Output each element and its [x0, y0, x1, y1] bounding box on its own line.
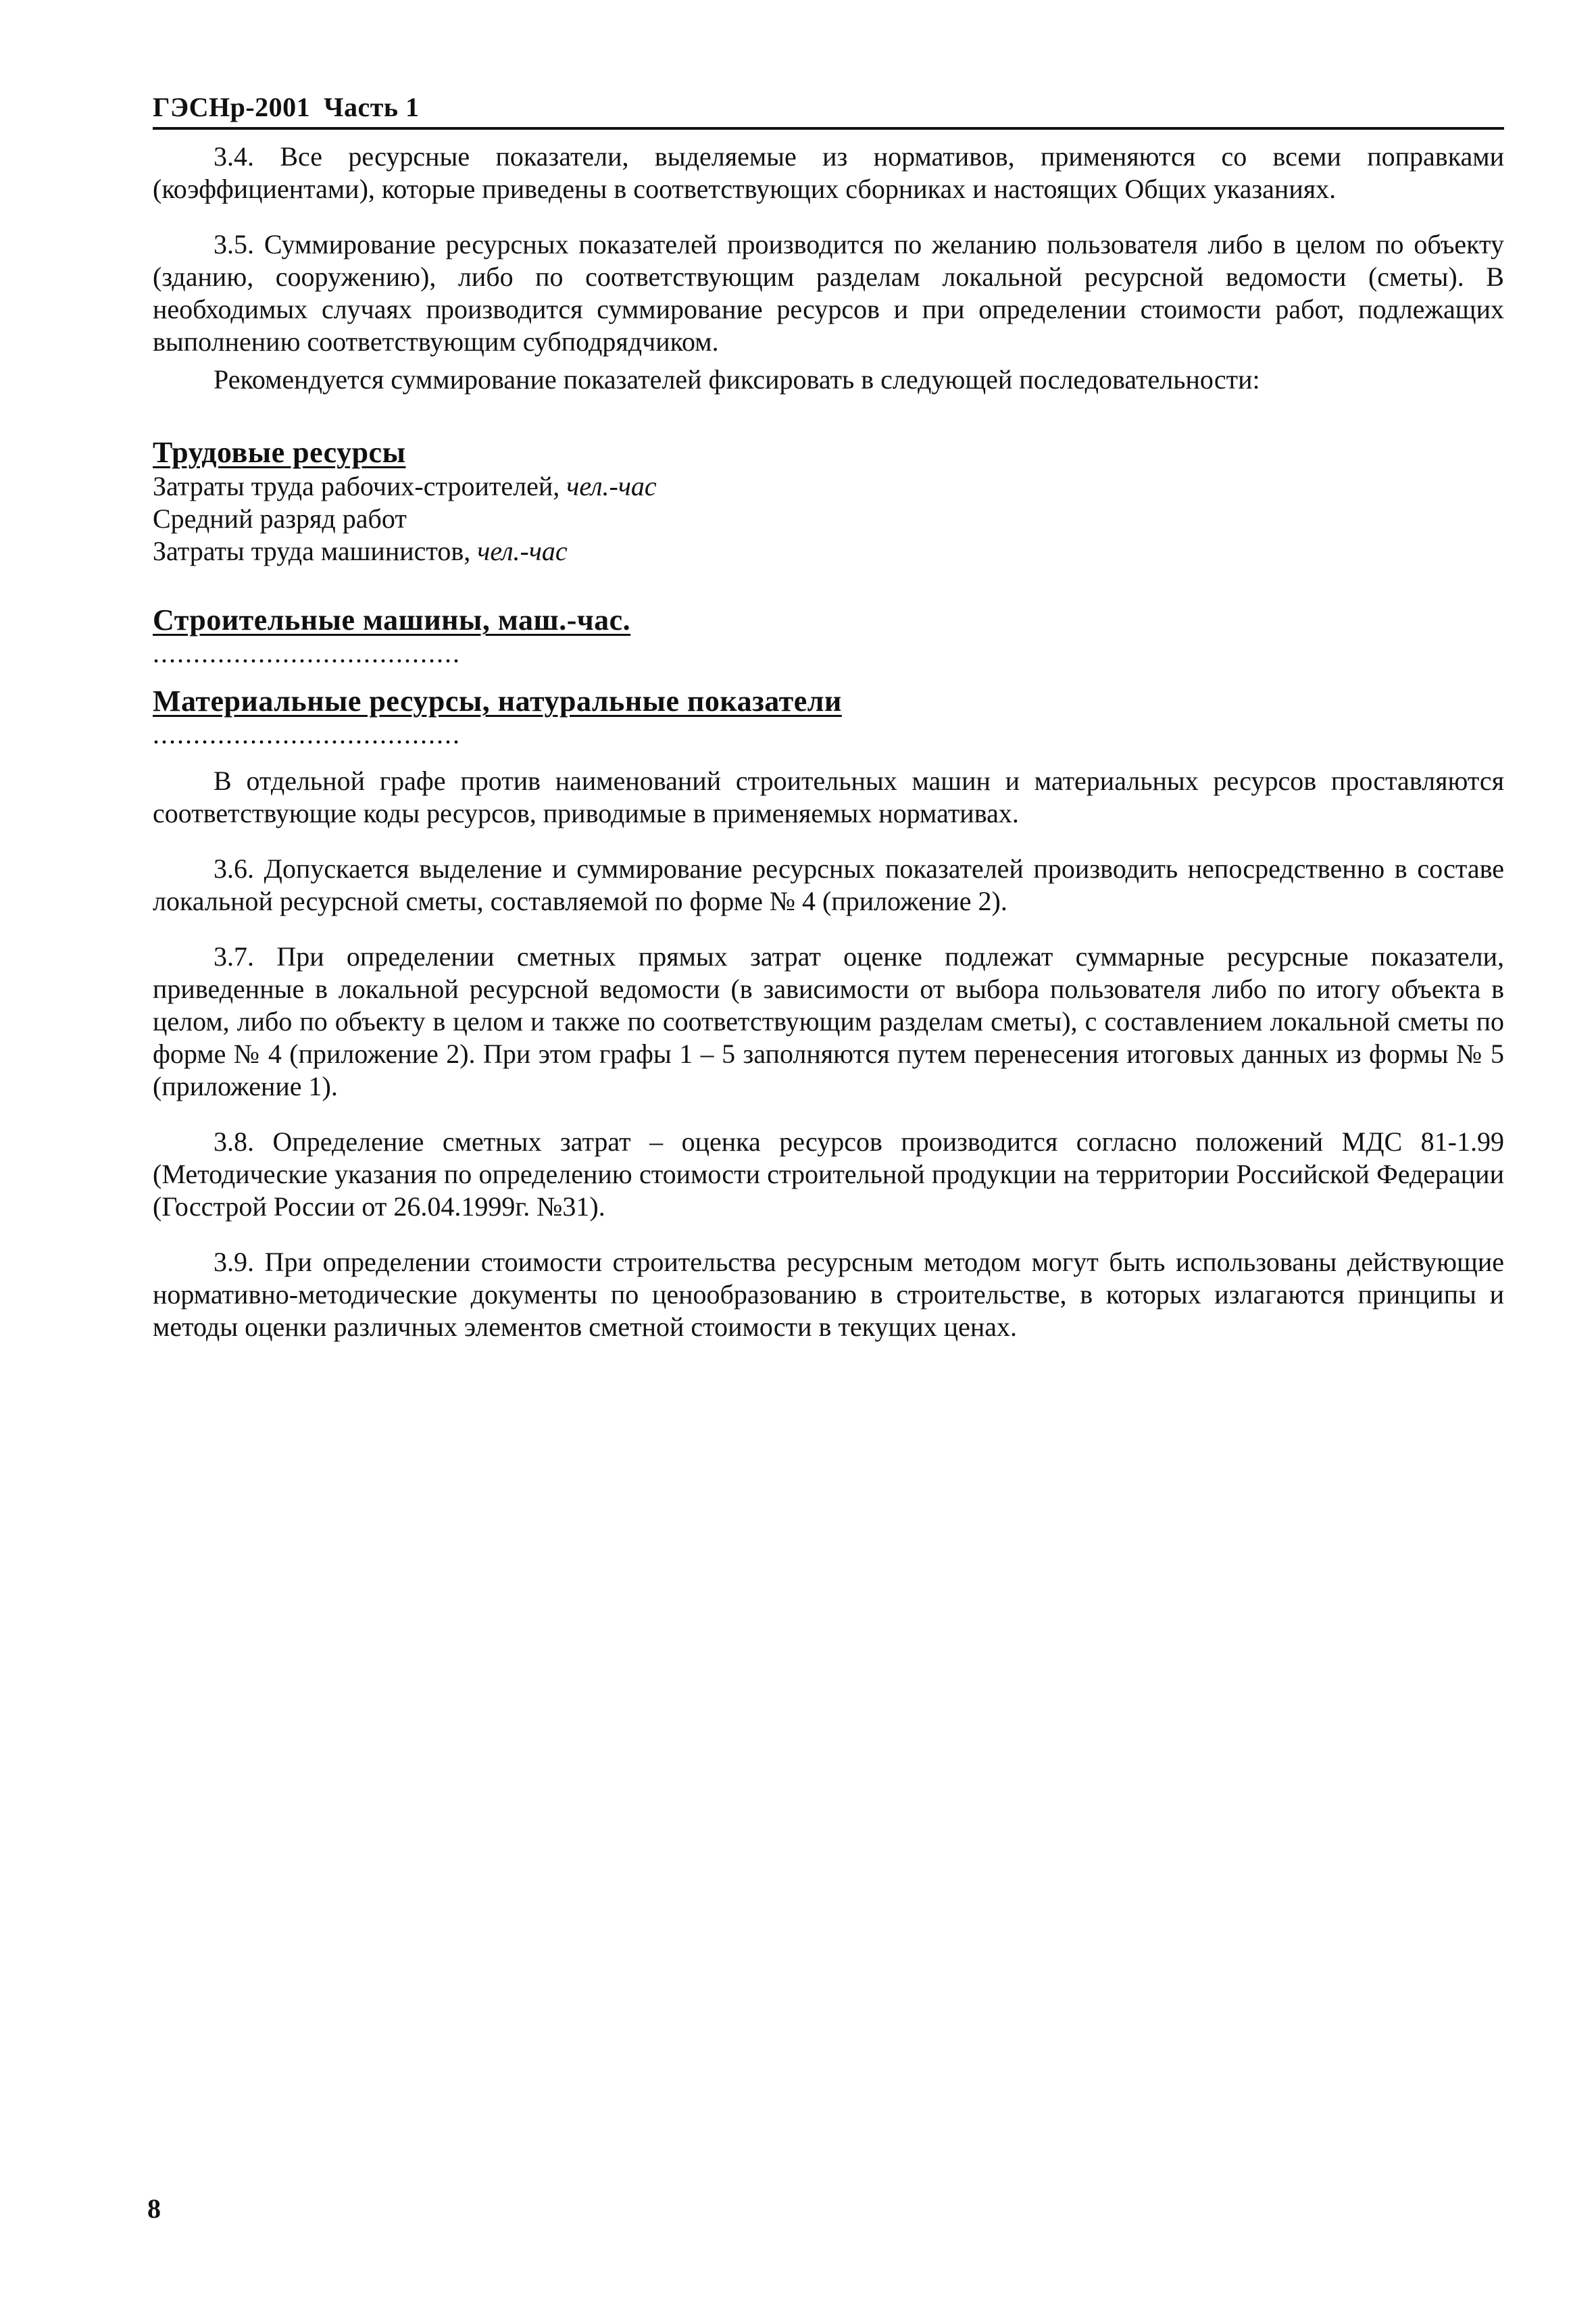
body-text — [153, 141, 1504, 1366]
paragraph-3-6: 3.6. Допускается выделение и суммирование ресурсных показателей производить непосредственно в составе локальной ресурсной сметы, составляемой по форме № 4 (приложение 2). — [153, 853, 1504, 916]
machines-dots: ...................................... — [153, 638, 461, 668]
page-number: 8 — [147, 2193, 161, 2224]
paragraph-3-7: 3.7. При определении сметных прямых затрат оценке подлежат суммарные ресурсные показатели, приведенные в локальной ресурсной ведомости (в зависимости от выбора пользователя либо по итогу объекта в целом, либо по объекту в целом и также по соответствующим разделам сметы), с составлением локальной сметы по форме № 4 (приложение 2). При этом графы 1 – 5 заполняются путем перенесения итоговых данных из формы № 5 (приложение 1). — [153, 941, 1504, 1101]
machines-heading: Строительные машины, маш.-час. — [153, 603, 631, 637]
materials-section — [153, 684, 1504, 749]
labor-resources-heading: Трудовые ресурсы — [153, 436, 406, 469]
paragraph-recommendation: Рекомендуется суммирование показателей фиксировать в следующей последовательности: — [214, 364, 1260, 395]
paragraph-3-4: 3.4. Все ресурсные показатели, выделяемые из нормативов, применяются со всеми поправками (коэффициентами), которые приведены в соответствующих сборниках и настоящих Общих указаниях. — [153, 141, 1504, 204]
labor-resources-section — [153, 435, 1504, 568]
running-header — [153, 88, 1504, 130]
paragraph-3-5: 3.5. Суммирование ресурсных показателей производится по желанию пользователя либо в целом по объекту (зданию, сооружению), либо по соответствующим разделам локальной ресурсной ведомости (сметы). В необходимых случаях производится суммирование ресурсов и при определении стоимости работ, подлежащих выполнению соответствующим субподрядчиком. — [153, 229, 1504, 357]
labor-item-operators-text: Затраты труда машинистов, — [153, 536, 478, 566]
paragraph-resource-codes: В отдельной графе против наименований строительных машин и материальных ресурсов проставляются соответствующие коды ресурсов, приводимые в применяемых нормативах. — [153, 766, 1504, 828]
header-part: Часть 1 — [324, 92, 420, 122]
labor-item-grade: Средний разряд работ — [153, 503, 407, 534]
labor-item-workers-text: Затраты труда рабочих-строителей, — [153, 471, 567, 501]
materials-dots: ...................................... — [153, 719, 461, 749]
header-code: ГЭСНр-2001 — [153, 92, 311, 122]
paragraph-3-9: 3.9. При определении стоимости строительства ресурсным методом могут быть использованы действующие нормативно-методические документы по ценообразованию в строительстве, в которых излагаются принципы и методы оценки различных элементов сметной стоимости в текущих ценах. — [153, 1247, 1504, 1342]
labor-item-workers — [153, 470, 1504, 503]
labor-item-operators — [153, 535, 1504, 568]
paragraph-3-8: 3.8. Определение сметных затрат – оценка ресурсов производится согласно положений МДС 81-1.99 (Методические указания по определению стоимости строительной продукции на территории Российской Федерации (Госстрой России от 26.04.1999г. №31). — [153, 1126, 1504, 1222]
labor-item-workers-unit: чел.-час — [566, 471, 657, 501]
labor-item-operators-unit: чел.-час — [477, 536, 568, 566]
machines-section — [153, 603, 1504, 668]
materials-heading: Материальные ресурсы, натуральные показатели — [153, 684, 842, 718]
